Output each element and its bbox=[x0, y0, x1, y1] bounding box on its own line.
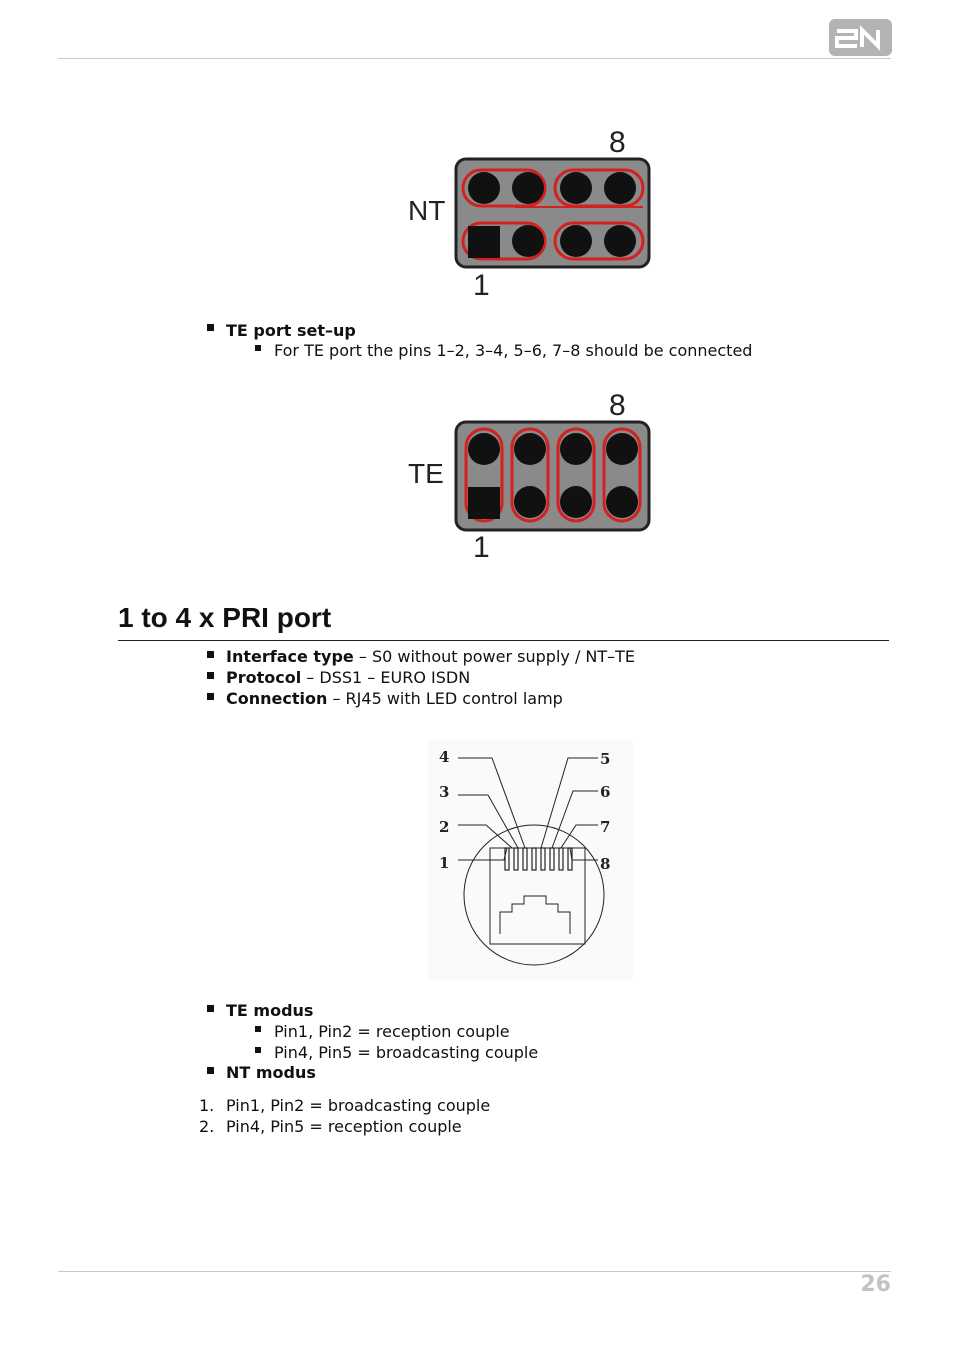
nt-pin-bottom: 1 bbox=[473, 269, 490, 302]
logo-2n-glyph bbox=[829, 19, 892, 56]
nt-pin-top: 8 bbox=[609, 126, 626, 159]
page-number: 26 bbox=[860, 1272, 891, 1297]
te-pin-bottom: 1 bbox=[473, 531, 490, 564]
list-item: Pin4, Pin5 = reception couple bbox=[226, 1117, 462, 1136]
te-modus-title: TE modus bbox=[226, 1001, 314, 1020]
rj45-pin-label: 4 bbox=[439, 748, 450, 766]
item-label: Connection bbox=[226, 689, 328, 708]
te-setup-title: TE port set–up bbox=[226, 321, 356, 340]
te-pin-1-square bbox=[468, 487, 500, 519]
item-text: – DSS1 – EURO ISDN bbox=[301, 668, 471, 687]
bullet-square bbox=[207, 672, 214, 679]
rj45-pin-label: 2 bbox=[439, 818, 450, 836]
list-item: Pin1, Pin2 = reception couple bbox=[274, 1022, 510, 1041]
bullet-square bbox=[207, 1067, 214, 1074]
te-pin-hole bbox=[514, 486, 546, 518]
bullet-square bbox=[207, 693, 214, 700]
footer-rule bbox=[58, 1271, 891, 1272]
list-number: 2. bbox=[199, 1117, 215, 1136]
te-pin-hole bbox=[606, 433, 638, 465]
rj45-pin-label: 7 bbox=[600, 818, 611, 836]
nt-pin-hole bbox=[512, 225, 544, 257]
list-item bbox=[226, 646, 635, 667]
brand-logo bbox=[829, 19, 892, 56]
nt-port-diagram bbox=[400, 122, 660, 302]
nt-pin-1-square bbox=[468, 226, 500, 258]
item-label: Interface type bbox=[226, 647, 354, 666]
nt-pin-hole bbox=[512, 172, 544, 204]
te-port-diagram bbox=[400, 385, 660, 565]
te-setup-detail: For TE port the pins 1–2, 3–4, 5–6, 7–8 should be connected bbox=[274, 341, 753, 360]
nt-pin-hole bbox=[604, 225, 636, 257]
nt-pin-hole bbox=[604, 172, 636, 204]
list-number: 1. bbox=[199, 1096, 215, 1115]
heading-rule bbox=[118, 640, 889, 641]
nt-pin-hole bbox=[560, 172, 592, 204]
nt-label: NT bbox=[408, 195, 446, 226]
nt-pin-hole bbox=[560, 225, 592, 257]
te-pin-hole bbox=[560, 486, 592, 518]
nt-pin-hole bbox=[468, 172, 500, 204]
rj45-pin-label: 5 bbox=[600, 750, 611, 768]
te-pin-hole bbox=[560, 433, 592, 465]
bullet-square bbox=[255, 1047, 261, 1053]
nt-modus-title: NT modus bbox=[226, 1063, 316, 1082]
list-item: Pin1, Pin2 = broadcasting couple bbox=[226, 1096, 491, 1115]
bullet-square bbox=[207, 651, 214, 658]
item-text: – S0 without power supply / NT–TE bbox=[353, 647, 636, 666]
rj45-pin-label: 3 bbox=[439, 783, 450, 801]
item-text: – RJ45 with LED control lamp bbox=[327, 689, 563, 708]
te-pin-hole bbox=[606, 486, 638, 518]
bullet-square bbox=[207, 324, 214, 331]
rj45-pinout-diagram bbox=[428, 740, 633, 980]
te-pin-top: 8 bbox=[609, 389, 626, 422]
rj45-pin-label: 8 bbox=[600, 855, 611, 873]
bullet-square bbox=[255, 1026, 261, 1032]
bullet-square bbox=[207, 1005, 214, 1012]
te-pin-hole bbox=[468, 433, 500, 465]
rj45-pin-label: 6 bbox=[600, 783, 611, 801]
list-item bbox=[226, 667, 470, 688]
item-label: Protocol bbox=[226, 668, 302, 687]
list-item bbox=[226, 688, 563, 709]
section-heading: 1 to 4 x PRI port bbox=[118, 602, 332, 633]
bullet-square bbox=[255, 345, 261, 351]
te-label: TE bbox=[408, 458, 444, 489]
rj45-pin-label: 1 bbox=[439, 854, 450, 872]
header-rule bbox=[58, 58, 891, 59]
te-pin-hole bbox=[514, 433, 546, 465]
list-item: Pin4, Pin5 = broadcasting couple bbox=[274, 1043, 539, 1062]
